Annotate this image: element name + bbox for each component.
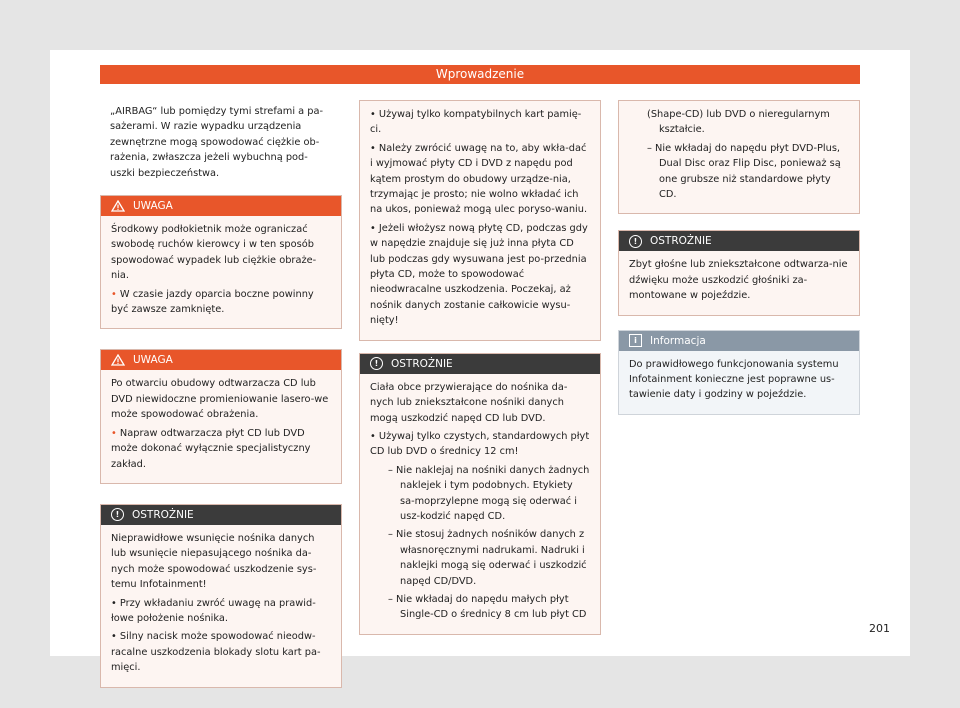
warning-triangle-icon [111, 200, 125, 212]
caution-bullet: • Silny nacisk może spowodować nieodw-racalne uszkodzenia blokady slotu kart pa-mięci. [111, 631, 321, 674]
bullets-box [359, 100, 601, 341]
warning-title: UWAGA [133, 354, 173, 367]
info-header [619, 331, 859, 351]
page-title: Wprowadzenie [100, 65, 860, 84]
exclamation-circle-icon: ! [111, 508, 124, 521]
info-title: Informacja [650, 334, 706, 347]
caution-title: OSTROŻNIE [391, 357, 453, 370]
continued-box [618, 100, 860, 214]
warning-title: UWAGA [133, 200, 173, 213]
warning-header [101, 350, 341, 370]
warning-bullet: • W czasie jazdy oparcia boczne powinny być zawsze zamknięte. [111, 288, 314, 316]
warning-bullet: • Napraw odtwarzacza płyt CD lub DVD może dokonać wyłącznie specjalistyczny zakład. [111, 427, 311, 470]
warning-box-1 [100, 195, 342, 329]
caution-header [360, 354, 600, 374]
dash-item: – Nie wkładaj do napędu płyt DVD-Plus, Dual Disc oraz Flip Disc, ponieważ są one grubsze niż standardowe płyty CD. [647, 142, 841, 201]
caution-title: OSTROŻNIE [132, 508, 194, 521]
intro-paragraph: „AIRBAG“ lub pomiędzy tymi strefami a pa-sażerami. W razie wypadku urządzenia zewnętrzne mogą spowodować ciężkie ob-rażenia, zwłaszcza jeżeli wybuchną pod-uszki bezpieczeństwa. [110, 106, 324, 179]
caution-bullet: • Używaj tylko czystych, standardowych płyt CD lub DVD o średnicy 12 cm! [370, 430, 590, 458]
warning-header [101, 196, 341, 216]
caution-text: Ciała obce przywierające do nośnika da-nych lub zniekształcone nośniki danych mogą uszkodzić napęd CD lub DVD. [370, 381, 568, 424]
exclamation-circle-icon: ! [629, 235, 642, 248]
caution-header [619, 231, 859, 251]
list-item: • Używaj tylko kompatybilnych kart pamię-ci. [370, 109, 582, 136]
column-1 [100, 100, 342, 700]
caution-text: Zbyt głośne lub zniekształcone odtwarza-nie dźwięku może uszkodzić głośniki za-montowane w pojeździe. [629, 259, 848, 302]
warning-text: Środkowy podłokietnik może ograniczać swobodę ruchów kierowcy i w ten sposób spowodować wypadek lub ciężkie obraże-nia. [111, 224, 317, 282]
caution-bullet: • Przy wkładaniu zwróć uwagę na prawid-łowe położenie nośnika. [111, 597, 316, 624]
exclamation-circle-icon: ! [370, 357, 383, 370]
caution-text: Nieprawidłowe wsunięcie nośnika danych lub wsunięcie niepasującego nośnika da-nych może spowodować uszkodzenie sys-temu Infotainment! [111, 532, 317, 591]
info-box [618, 330, 860, 415]
info-text: Do prawidłowego funkcjonowania systemu Infotainment konieczne jest poprawne us-tawienie daty i godziny w pojeździe. [629, 358, 839, 401]
dash-item: – Nie naklejaj na nośniki danych żadnych naklejek i tym podobnych. Etykiety sa-moprzylepne mogą się oderwać i usz-kodzić napęd CD. [388, 464, 590, 522]
warning-text: Po otwarciu obudowy odtwarzacza CD lub DVD niewidoczne promieniowanie lasero-we może spowodować obrażenia. [111, 378, 329, 421]
dash-item: – Nie stosuj żadnych nośników danych z własnoręcznymi nadrukami. Nadruki i naklejki mogą się oderwać i uszkodzić napęd CD/DVD. [388, 529, 587, 587]
caution-box-2 [359, 353, 601, 635]
page-number: 201 [869, 622, 890, 635]
warning-box-2 [100, 349, 342, 483]
warning-triangle-icon [111, 354, 125, 366]
caution-title: OSTROŻNIE [650, 235, 712, 248]
list-item: • Jeżeli włożysz nową płytę CD, podczas gdy w napędzie znajduje się już inna płyta CD lub podczas gdy wysuwana jest po-przednia płyta CD, może to spowodować nieodwracalne uszkodzenia. Poczekaj, aż nośnik danych zostanie całkowicie wysu-nięty! [370, 222, 588, 327]
caution-box-3 [618, 230, 860, 315]
list-item: • Należy zwrócić uwagę na to, aby wkła-dać i wyjmować płyty CD i DVD z napędu pod kątem prostym do obudowy urządze-nia, trzymając je prosto; nie wolno wkładać ich na ukos, ponieważ mogą ulec poryso-waniu. [370, 142, 588, 216]
caution-box-1 [100, 504, 342, 688]
column-2 [359, 100, 601, 647]
info-icon: i [629, 334, 642, 347]
column-3 [618, 100, 860, 427]
dash-item: – Nie wkładaj do napędu małych płyt Single-CD o średnicy 8 cm lub płyt CD [388, 593, 587, 621]
caution-header [101, 505, 341, 525]
dash-continued: (Shape-CD) lub DVD o nieregularnym kształcie. [647, 109, 830, 136]
